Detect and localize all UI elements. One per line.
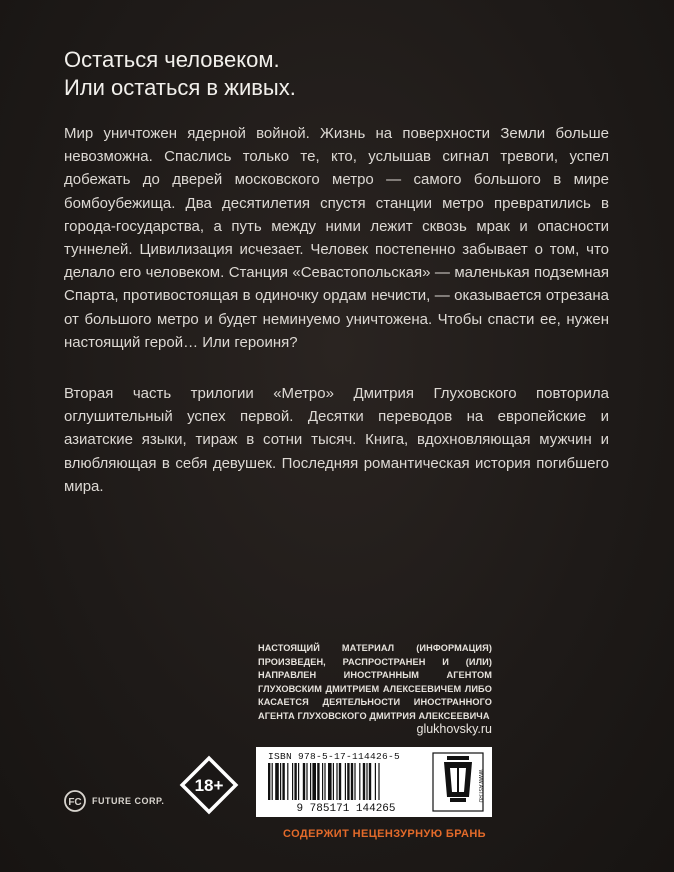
description-paragraph-2: Вторая часть трилогии «Метро» Дмитрия Глуховского повторила оглушительный успех первой. Десятки переводов на европейские и азиатские языки, тираж в сотни тысяч. Книга, вдохновляющая мужчин и влюбляющая в себя девушек. Последняя романтическая история погибшего мира. — [64, 385, 609, 495]
barcode-bar — [310, 763, 311, 800]
publisher-site: WWW.AST.RU — [477, 769, 483, 803]
barcode-bar — [272, 763, 273, 800]
content-warning: СОДЕРЖИТ НЕЦЕНЗУРНУЮ БРАНЬ — [283, 828, 486, 840]
barcode-bar — [328, 763, 332, 800]
barcode-bar — [333, 763, 334, 800]
barcode-bar — [287, 763, 288, 800]
barcode-bar — [312, 763, 316, 800]
tagline-line-2: Или остаться в живых. — [64, 75, 296, 100]
svg-text:FC: FC — [68, 797, 82, 808]
isbn-number: ISBN 978-5-17-114426-5 — [268, 751, 401, 762]
barcode-bar — [292, 763, 293, 800]
barcode-bar — [366, 763, 367, 800]
barcode-bar — [275, 763, 279, 800]
barcode-bar — [306, 763, 307, 800]
tagline-line-1: Остаться человеком. — [64, 47, 280, 72]
barcode-bar — [317, 763, 319, 800]
barcode-icon — [264, 763, 428, 813]
imprint-logo — [64, 790, 164, 812]
barcode-bar — [282, 763, 284, 800]
barcode-panel — [256, 747, 492, 817]
barcode-bar — [359, 763, 360, 800]
lantern-logo-icon — [432, 752, 484, 812]
imprint-name: FUTURE CORP. — [92, 796, 165, 806]
future-corp-icon — [64, 790, 86, 812]
barcode-bar — [339, 763, 341, 800]
barcode-bar — [336, 763, 337, 800]
barcode-bar — [268, 763, 270, 800]
age-rating-text: 18+ — [194, 776, 224, 795]
barcode-bar — [375, 763, 376, 800]
barcode-bar — [322, 763, 323, 800]
barcode-bar — [351, 763, 353, 800]
barcode-bar — [354, 763, 355, 800]
barcode-digits: 9 785171 144265 — [296, 803, 396, 813]
barcode-bar — [294, 763, 296, 800]
barcode-bar — [363, 763, 365, 800]
barcode-bar — [324, 763, 325, 800]
barcode-bar — [280, 763, 281, 800]
barcode-bar — [347, 763, 349, 800]
author-website: glukhovsky.ru — [416, 722, 492, 736]
description-paragraph-1: Мир уничтожен ядерной войной. Жизнь на поверхности Земли больше невозможна. Спаслись только те, кто, услышав сигнал тревоги, успел добежать до дверей московского метро — самого большого в мире бомбоубежища. Два десятилетия спустя станции метро превратились в города-государства, а путь между ними лежит сквозь мрак и опасности туннелей. Цивилизация исчезает. Человек постепенно забывает о том, что делало его человеком. Станция «Севастопольская» — маленькая подземная Спарта, противостоящая в одиночку ордам нечисти, — оказывается отрезана от большого метро и будет неминуемо уничтожена. Чтобы спасти ее, нужен настоящий герой… Или героиня? — [64, 125, 609, 351]
barcode-bar — [303, 763, 305, 800]
barcode-bar — [369, 763, 371, 800]
barcode-bar — [378, 763, 379, 800]
age-rating-badge — [178, 754, 240, 816]
barcode-bar — [345, 763, 346, 800]
foreign-agent-notice: НАСТОЯЩИЙ МАТЕРИАЛ (ИНФОРМАЦИЯ) ПРОИЗВЕДЕН, РАСПРОСТРАНЕН И (ИЛИ) НАПРАВЛЕН ИНОСТРАННЫМ АГЕНТОМ ГЛУХОВСКИМ ДМИТРИЕМ АЛЕКСЕЕВИЧЕМ ЛИБО КАСАЕТСЯ ДЕЯТЕЛЬНОСТИ ИНОСТРАННОГО АГЕНТА ГЛУХОВСКОГО ДМИТРИЯ АЛЕКСЕЕВИЧА — [258, 643, 492, 721]
barcode-bar — [298, 763, 299, 800]
tagline — [64, 46, 296, 102]
